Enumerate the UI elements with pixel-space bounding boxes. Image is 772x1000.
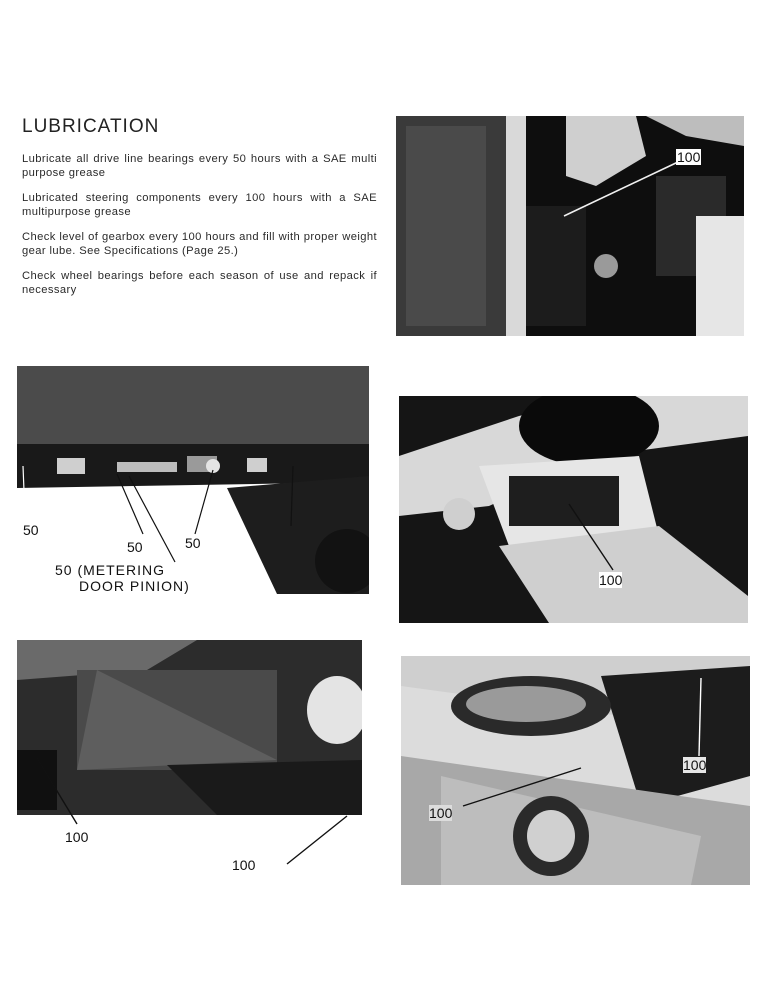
photo-steering-pivot-image xyxy=(399,396,748,623)
callout-100-right: 100 xyxy=(683,757,707,773)
callout-50-left: 50 xyxy=(23,522,39,538)
photo-gearbox xyxy=(396,116,744,336)
callout-100-left: 100 xyxy=(429,805,453,821)
callout-50-center: 50 xyxy=(127,539,143,555)
instructions-block xyxy=(22,152,377,308)
callout-100: 100 xyxy=(677,149,701,165)
photo-steering-linkage xyxy=(17,640,362,872)
photo-axle-pivot xyxy=(401,656,750,885)
callout-100-left: 100 xyxy=(65,829,89,845)
instruction-wheel-bearings: Check wheel bearings before each season of use and repack if necessary xyxy=(22,270,377,296)
section-title: LUBRICATION xyxy=(22,116,160,137)
instruction-gearbox: Check level of gearbox every 100 hours and fill with proper weight gear lube. See Specifications (Page 25.) xyxy=(22,231,377,257)
callout-metering-line1: 50 (METERING xyxy=(55,562,166,578)
callout-100: 100 xyxy=(599,572,623,588)
callout-100-right: 100 xyxy=(232,857,256,872)
callout-50-right: 50 xyxy=(185,535,201,551)
callout-metering-line2: DOOR PINION) xyxy=(79,578,190,594)
photo-drive-line xyxy=(17,366,369,594)
instruction-drive-line: Lubricate all drive line bearings every 50 hours with a SAE multi purpose grease xyxy=(22,153,377,179)
instruction-steering: Lubricated steering components every 100 hours with a SAE multipurpose grease xyxy=(22,192,377,218)
photo-drive-line-image xyxy=(17,366,369,594)
photo-steering-pivot xyxy=(399,396,748,623)
